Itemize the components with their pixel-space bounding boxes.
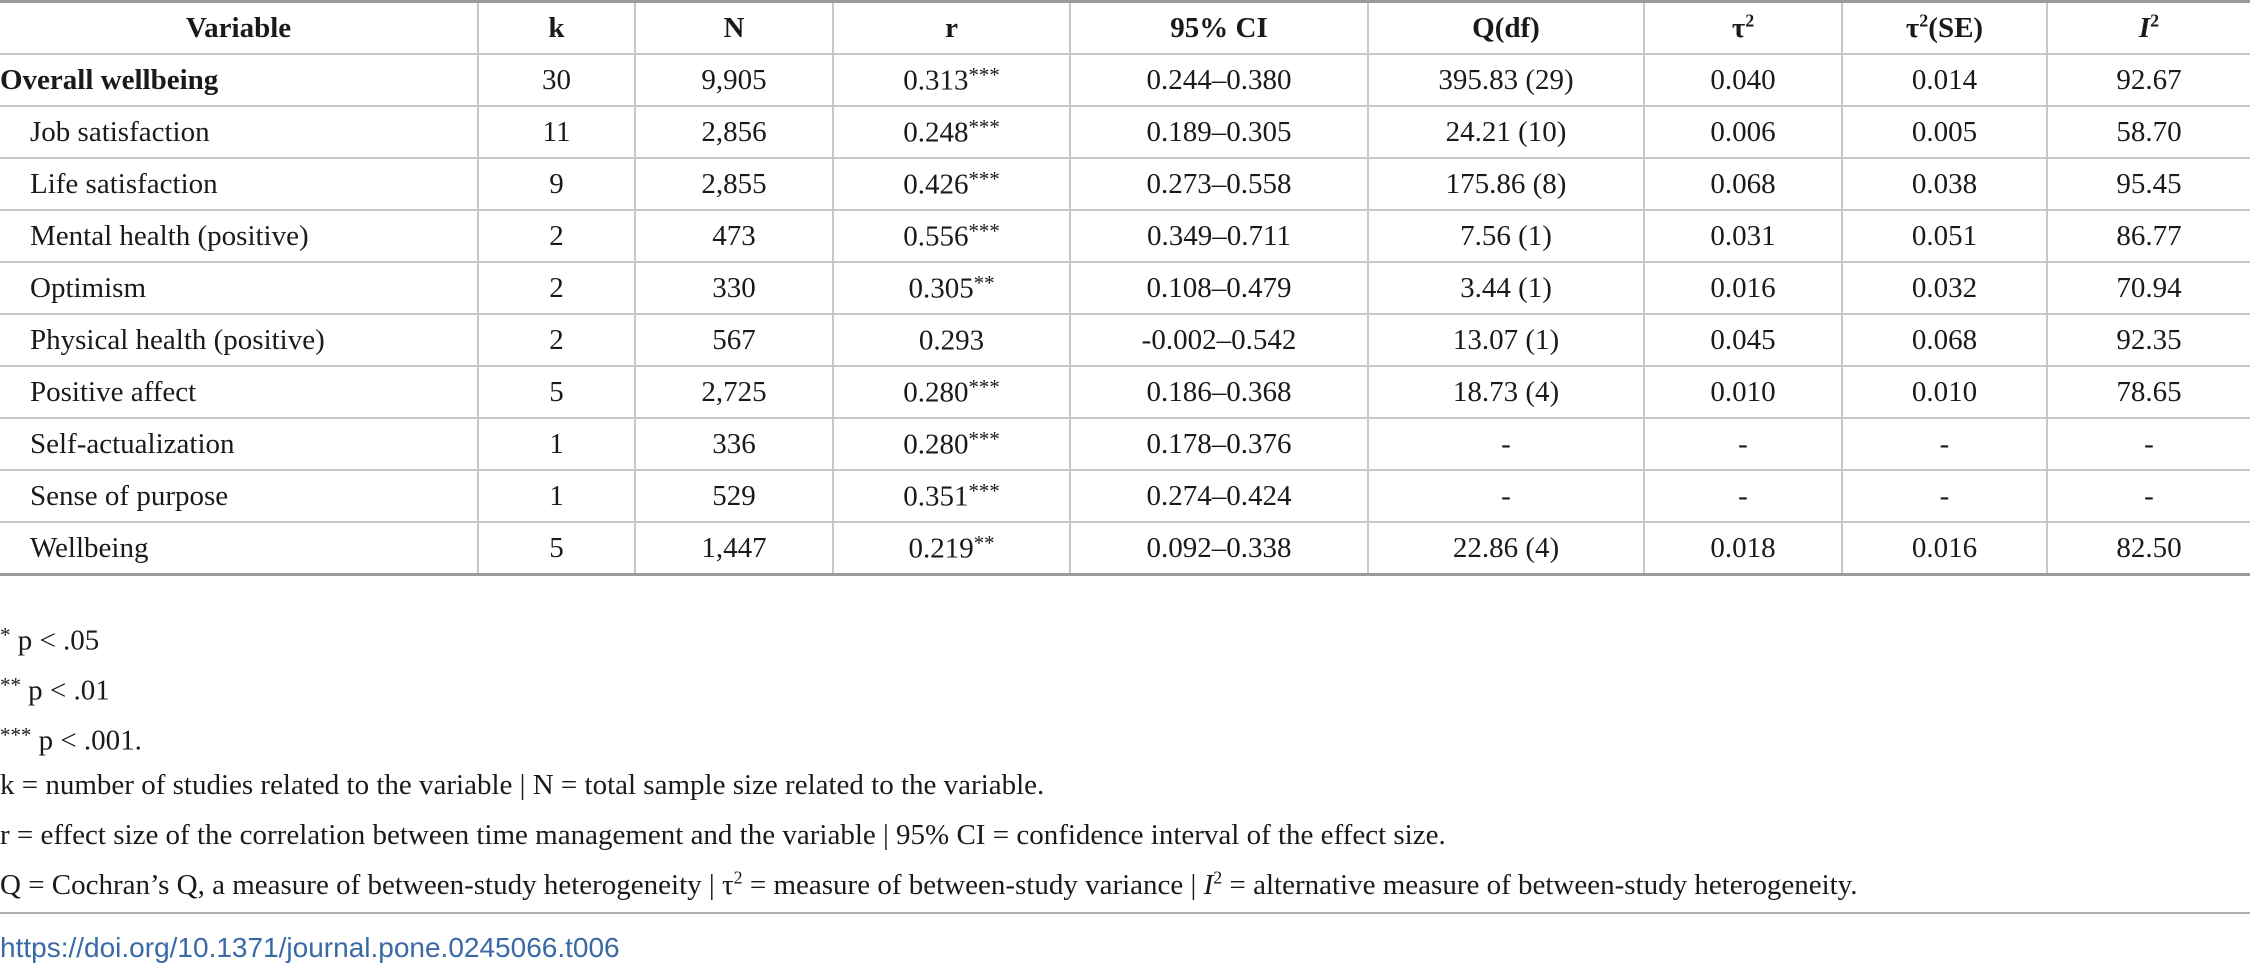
cell-q: 22.86 (4): [1368, 522, 1644, 575]
cell-variable: Positive affect: [0, 366, 478, 418]
cell-ci: 0.274–0.424: [1070, 470, 1368, 522]
cell-q: 7.56 (1): [1368, 210, 1644, 262]
cell-q: -: [1368, 418, 1644, 470]
r-value: 0.248: [903, 116, 969, 149]
cell-n: 9,905: [635, 54, 833, 106]
cell-ci: 0.273–0.558: [1070, 158, 1368, 210]
table-row: [0, 522, 2250, 575]
cell-q: -: [1368, 470, 1644, 522]
table-notes: [0, 610, 2250, 910]
table-row: [0, 418, 2250, 470]
header-tau2-se: $\tau^2(SE)$: [1842, 2, 2047, 55]
cell-variable: Overall wellbeing: [0, 54, 478, 106]
table-row-overall: [0, 54, 2250, 106]
cell-i2: 95.45: [2047, 158, 2250, 210]
cell-n: 336: [635, 418, 833, 470]
cell-k: 2: [478, 210, 635, 262]
cell-tau2: 0.016: [1644, 262, 1842, 314]
header-n: N: [635, 2, 833, 55]
table-row: [0, 106, 2250, 158]
cell-q: 13.07 (1): [1368, 314, 1644, 366]
significance-mark: ***: [968, 62, 1000, 87]
cell-tau2: 0.006: [1644, 106, 1842, 158]
cell-variable: Life satisfaction: [0, 158, 478, 210]
cell-r: [833, 418, 1070, 470]
cell-tau2-se: -: [1842, 470, 2047, 522]
cell-tau2: 0.010: [1644, 366, 1842, 418]
cell-i2: 82.50: [2047, 522, 2250, 575]
cell-tau2-se: 0.010: [1842, 366, 2047, 418]
r-value: 0.219: [908, 532, 974, 565]
cell-n: 2,856: [635, 106, 833, 158]
table-row: [0, 314, 2250, 366]
header-ci: 95% CI: [1070, 2, 1368, 55]
cell-r: [833, 470, 1070, 522]
r-value: 0.426: [903, 168, 969, 201]
cell-ci: 0.244–0.380: [1070, 54, 1368, 106]
note-r-ci: r = effect size of the correlation between time management and the variable | 95% CI = confidence interval of the effect size.: [0, 819, 1446, 851]
significance-mark: **: [973, 270, 995, 295]
note-p05: * p < .05: [0, 623, 100, 657]
significance-mark: ***: [968, 114, 1000, 139]
divider: [0, 912, 2250, 914]
header-r: r: [833, 2, 1070, 55]
cell-q: 18.73 (4): [1368, 366, 1644, 418]
cell-tau2: 0.068: [1644, 158, 1842, 210]
cell-tau2: 0.031: [1644, 210, 1842, 262]
table-row: [0, 262, 2250, 314]
cell-i2: 92.67: [2047, 54, 2250, 106]
cell-tau2: 0.018: [1644, 522, 1842, 575]
note-p01: ** p < .01: [0, 673, 110, 707]
cell-n: 473: [635, 210, 833, 262]
cell-r: [833, 158, 1070, 210]
cell-i2: 70.94: [2047, 262, 2250, 314]
cell-tau2: -: [1644, 418, 1842, 470]
cell-i2: 86.77: [2047, 210, 2250, 262]
header-variable: Variable: [0, 2, 478, 55]
cell-tau2: -: [1644, 470, 1842, 522]
cell-ci: -0.002–0.542: [1070, 314, 1368, 366]
cell-q: 3.44 (1): [1368, 262, 1644, 314]
cell-tau2-se: -: [1842, 418, 2047, 470]
cell-k: 1: [478, 418, 635, 470]
cell-r: [833, 366, 1070, 418]
cell-n: 567: [635, 314, 833, 366]
cell-ci: 0.186–0.368: [1070, 366, 1368, 418]
cell-k: 2: [478, 314, 635, 366]
cell-k: 5: [478, 522, 635, 575]
significance-mark: **: [973, 530, 995, 555]
cell-i2: -: [2047, 418, 2250, 470]
cell-n: 529: [635, 470, 833, 522]
cell-q: 395.83 (29): [1368, 54, 1644, 106]
note-q-tau-i2: Q = Cochran’s Q, a measure of between-study heterogeneity | $\tau^2$ = measure of between-study variance | $I^2$ = alternative measure of between-study heterogeneity.: [0, 867, 1858, 901]
cell-i2: 92.35: [2047, 314, 2250, 366]
cell-k: 11: [478, 106, 635, 158]
cell-n: 1,447: [635, 522, 833, 575]
r-value: 0.280: [903, 376, 969, 409]
cell-k: 1: [478, 470, 635, 522]
cell-tau2: 0.045: [1644, 314, 1842, 366]
cell-tau2-se: 0.016: [1842, 522, 2047, 575]
cell-tau2-se: 0.068: [1842, 314, 2047, 366]
cell-i2: 58.70: [2047, 106, 2250, 158]
significance-mark: ***: [968, 426, 1000, 451]
cell-tau2-se: 0.038: [1842, 158, 2047, 210]
header-row: [0, 2, 2250, 55]
significance-mark: ***: [968, 218, 1000, 243]
cell-i2: 78.65: [2047, 366, 2250, 418]
cell-n: 2,855: [635, 158, 833, 210]
r-value: 0.305: [908, 272, 974, 305]
cell-k: 2: [478, 262, 635, 314]
cell-variable: Job satisfaction: [0, 106, 478, 158]
cell-tau2-se: 0.051: [1842, 210, 2047, 262]
cell-r: [833, 314, 1070, 366]
table-row: [0, 366, 2250, 418]
cell-tau2: 0.040: [1644, 54, 1842, 106]
header-k: k: [478, 2, 635, 55]
header-tau2: $\tau^2$: [1644, 2, 1842, 55]
cell-n: 2,725: [635, 366, 833, 418]
cell-variable: Sense of purpose: [0, 470, 478, 522]
cell-k: 5: [478, 366, 635, 418]
cell-ci: 0.108–0.479: [1070, 262, 1368, 314]
significance-mark: ***: [968, 374, 1000, 399]
note-k-n: k = number of studies related to the variable | N = total sample size related to the variable.: [0, 769, 1045, 801]
r-value: 0.313: [903, 64, 969, 97]
cell-variable: Self-actualization: [0, 418, 478, 470]
header-q: Q(df): [1368, 2, 1644, 55]
table-row: [0, 158, 2250, 210]
cell-variable: Physical health (positive): [0, 314, 478, 366]
cell-tau2-se: 0.032: [1842, 262, 2047, 314]
cell-variable: Wellbeing: [0, 522, 478, 575]
cell-r: [833, 262, 1070, 314]
cell-ci: 0.189–0.305: [1070, 106, 1368, 158]
table-row: [0, 470, 2250, 522]
cell-tau2-se: 0.005: [1842, 106, 2047, 158]
cell-variable: Optimism: [0, 262, 478, 314]
cell-ci: 0.092–0.338: [1070, 522, 1368, 575]
cell-r: [833, 210, 1070, 262]
cell-k: 9: [478, 158, 635, 210]
cell-r: [833, 522, 1070, 575]
cell-variable: Mental health (positive): [0, 210, 478, 262]
significance-mark: ***: [968, 166, 1000, 191]
table-row: [0, 210, 2250, 262]
cell-ci: 0.349–0.711: [1070, 210, 1368, 262]
cell-i2: -: [2047, 470, 2250, 522]
r-value: 0.293: [918, 324, 985, 357]
cell-k: 30: [478, 54, 635, 106]
r-value: 0.556: [903, 220, 969, 253]
cell-r: [833, 106, 1070, 158]
cell-n: 330: [635, 262, 833, 314]
doi-link[interactable]: https://doi.org/10.1371/journal.pone.0245066.t006: [0, 932, 620, 963]
header-i2: $I^2$: [2047, 2, 2250, 55]
note-p001: *** p < .001.: [0, 723, 142, 757]
r-value: 0.280: [903, 428, 969, 461]
cell-r: [833, 54, 1070, 106]
cell-tau2-se: 0.014: [1842, 54, 2047, 106]
cell-ci: 0.178–0.376: [1070, 418, 1368, 470]
cell-q: 24.21 (10): [1368, 106, 1644, 158]
significance-mark: ***: [968, 478, 1000, 503]
cell-q: 175.86 (8): [1368, 158, 1644, 210]
r-value: 0.351: [903, 480, 969, 513]
